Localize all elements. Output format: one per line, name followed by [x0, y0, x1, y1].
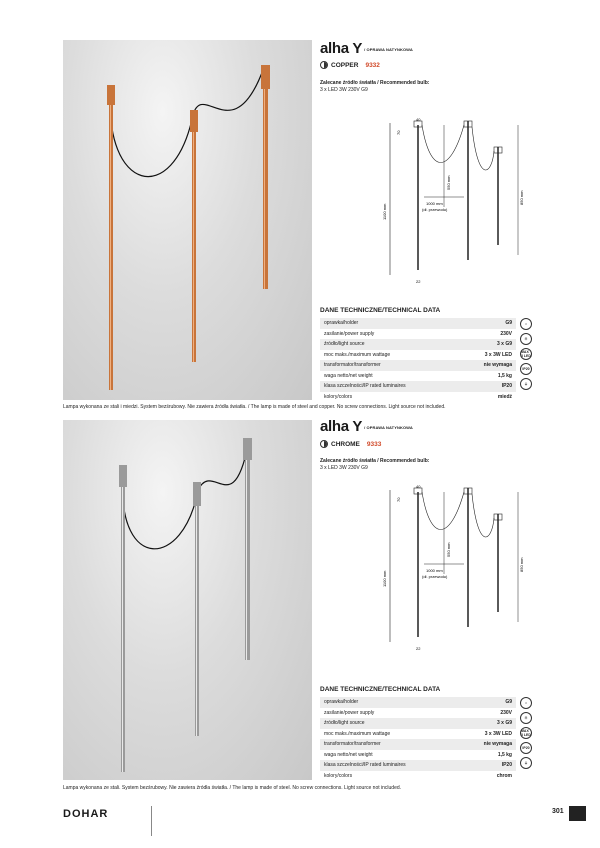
tech-data-table [320, 697, 516, 781]
svg-text:1100 mm: 1100 mm [382, 570, 387, 587]
table-row: oprawka/holder G9 [320, 697, 516, 708]
page-number: 301 [552, 808, 564, 815]
svg-text:550 mm: 550 mm [446, 542, 451, 557]
svg-text:22: 22 [416, 279, 421, 284]
ip20-icon: IP20 [520, 363, 532, 375]
table-row: zasilanie/power supply 230V [324, 330, 512, 337]
product-photo-copper [63, 40, 312, 400]
page-marker [569, 806, 586, 821]
ground-icon: ⏚ [520, 757, 532, 769]
transformer-icon: ⊓ [520, 333, 532, 345]
table-row: transformator/transformer nie wymaga [320, 739, 516, 750]
table-row: klasa szczelności/IP rated luminaires IP20 [320, 760, 516, 771]
finish-row: COPPER 9332 [320, 61, 380, 69]
product-title: alha Y / OPRAWA NATYNKOWA [320, 418, 413, 435]
svg-text:22: 22 [416, 646, 421, 651]
house-icon: ⌂ [520, 697, 532, 709]
table-row: zasilanie/power supply 230V [324, 709, 512, 716]
max-led-icon: MAX 3 LED [521, 729, 531, 737]
technical-drawing [360, 115, 535, 285]
table-row: źródło/light source 3 x G9 [320, 718, 516, 729]
house-icon: ⌂ [520, 318, 532, 330]
tech-data-title: DANE TECHNICZNE/TECHNICAL DATA [320, 686, 441, 693]
svg-text:70: 70 [396, 497, 401, 502]
footer-divider [151, 806, 152, 836]
table-row: moc maks./maximum wattage 3 x 3W LED [324, 730, 512, 737]
table-row: oprawka/holder G9 [320, 318, 516, 329]
product-photo-chrome [63, 420, 312, 780]
finish-row: CHROME 9333 [320, 440, 381, 448]
table-row: transformator/transformer nie wymaga [320, 360, 516, 371]
table-row: moc maks./maximum wattage 3 x 3W LED [324, 351, 512, 358]
transformer-icon: ⊓ [520, 712, 532, 724]
finish-swatch-icon [320, 61, 328, 69]
product-code: 9332 [365, 61, 380, 69]
svg-text:850 mm: 850 mm [519, 557, 524, 572]
table-row: waga netto/net weight 1,5 kg [324, 751, 512, 758]
svg-text:(dł. przewodu): (dł. przewodu) [422, 207, 448, 212]
product-title: alha Y / OPRAWA NATYNKOWA [320, 40, 413, 57]
svg-text:1000 mm: 1000 mm [426, 568, 443, 573]
finish-swatch-icon [320, 440, 328, 448]
tech-data-table [320, 318, 516, 402]
product-code: 9333 [366, 440, 382, 448]
ground-icon: ⏚ [520, 378, 532, 390]
feature-icons [520, 318, 532, 390]
lamp-illustration [63, 40, 312, 400]
ip20-icon: IP20 [520, 742, 532, 754]
table-row: klasa szczelności/IP rated luminaires IP20 [320, 381, 516, 392]
svg-text:550 mm: 550 mm [446, 175, 451, 190]
technical-drawing [360, 482, 535, 652]
recommended-bulb: Zalecane źródło światła / Recommended bulb: 3 x LED 3W 230V G9 [320, 80, 430, 93]
table-row: kolory/colors chrom [324, 772, 512, 779]
brand-logo: DOHAR [63, 808, 109, 820]
svg-text:1000 mm: 1000 mm [426, 201, 443, 206]
table-row: źródło/light source 3 x G9 [320, 339, 516, 350]
svg-text:40: 40 [416, 484, 421, 489]
svg-text:(dł. przewodu): (dł. przewodu) [422, 574, 448, 579]
svg-text:850 mm: 850 mm [519, 190, 524, 205]
table-row: kolory/colors miedź [324, 393, 512, 400]
product-caption: Lampa wykonana ze stali i miedzi. System bezśrubowy. Nie zawiera źródła światła. / The lamp is made of steel and copper. No screw connections. Light source not included. [63, 404, 446, 410]
feature-icons [520, 697, 532, 769]
tech-data-title: DANE TECHNICZNE/TECHNICAL DATA [320, 307, 441, 314]
svg-text:1100 mm: 1100 mm [382, 203, 387, 220]
svg-text:40: 40 [416, 117, 421, 122]
svg-text:70: 70 [396, 130, 401, 135]
product-caption: Lampa wykonana ze stali. System bezśrubowy. Nie zawiera źródła światła. / The lamp is made of steel. No screw connections. Light source not included. [63, 785, 402, 791]
recommended-bulb: Zalecane źródło światła / Recommended bulb: 3 x LED 3W 230V G9 [320, 458, 430, 471]
table-row: waga netto/net weight 1,5 kg [324, 372, 512, 379]
max-led-icon: MAX 3 LED [521, 350, 531, 358]
